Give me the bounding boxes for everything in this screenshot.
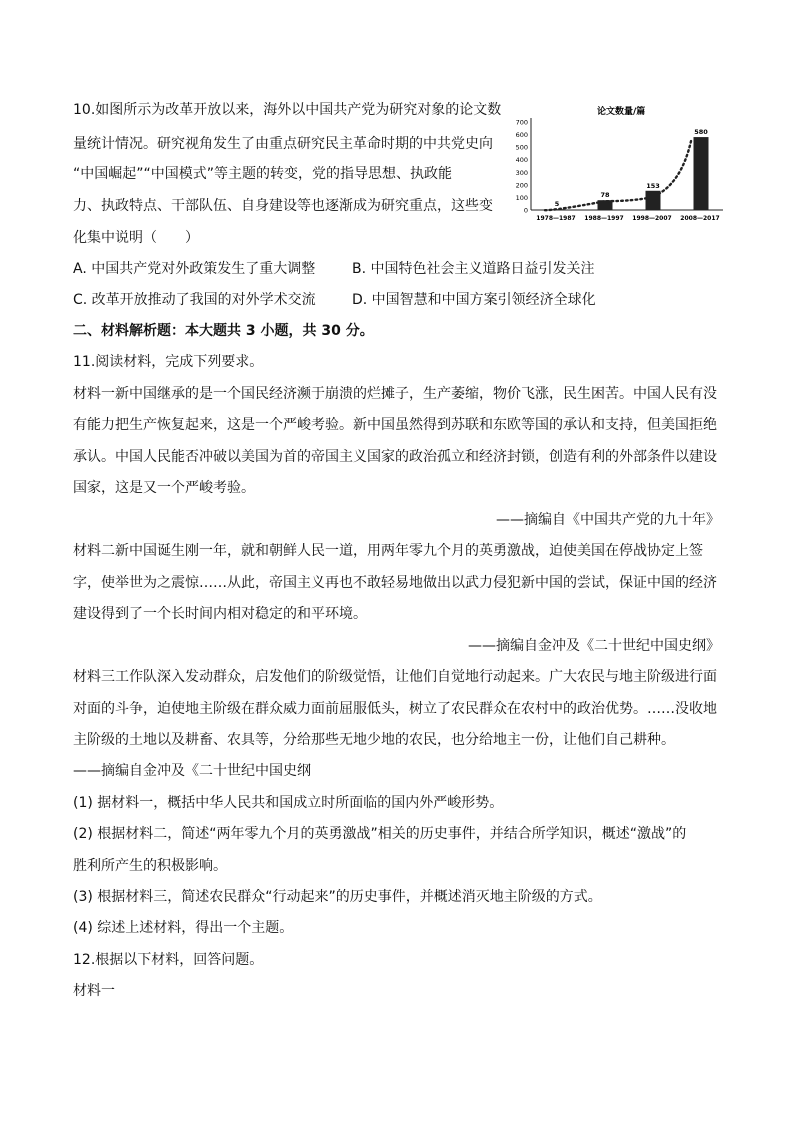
q11-question-4: (4) 综述上述材料，得出一个主题。 bbox=[73, 920, 294, 936]
q11-material2-line: 建设得到了一个长时间内相对稳定的和平环境。 bbox=[73, 606, 367, 622]
x-tick-label: 2008—2017 bbox=[680, 215, 720, 222]
y-tick-label: 0 bbox=[523, 206, 528, 215]
q11-question-3: (3) 根据材料三，简述农民群众“行动起来”的历史事件，并概述消灭地主阶级的方式。 bbox=[73, 889, 602, 905]
y-tick-label: 500 bbox=[515, 143, 528, 152]
q12-material1: 材料一 bbox=[73, 983, 115, 999]
y-tick-label: 600 bbox=[515, 131, 528, 140]
data-label: 5 bbox=[554, 200, 560, 209]
q11-question-2: (2) 根据材料二，简述“两年零九个月的英勇激战”相关的历史事件，并结合所学知识，概述“激战”的 bbox=[73, 826, 687, 842]
q11-intro: 11.阅读材料，完成下列要求。 bbox=[73, 354, 264, 370]
x-tick-label: 1978—1987 bbox=[536, 215, 576, 222]
q11-material3-line: 主阶级的土地以及耕畜、农具等，分给那些无地少地的农民，也分给地主一份，让他们自己耕种。 bbox=[73, 732, 675, 748]
q11-material2-line: 材料二新中国诞生刚一年，就和朝鲜人民一道，用两年零九个月的英勇激战，迫使美国在停战协定上签 bbox=[73, 543, 703, 559]
y-tick-label: 700 bbox=[515, 118, 528, 127]
bar bbox=[598, 200, 613, 210]
q10-option-b: B. 中国特色社会主义道路日益引发关注 bbox=[352, 261, 595, 277]
q10-line-5: 化集中说明（ ） bbox=[73, 230, 199, 246]
q11-source-1: ——摘编自《中国共产党的九十年》 bbox=[496, 512, 720, 528]
q10-option-c: C. 改革开放推动了我国的对外学术交流 bbox=[73, 292, 316, 308]
q11-question-1: (1) 据材料一，概括中华人民共和国成立时所面临的国内外严峻形势。 bbox=[73, 795, 504, 811]
data-label: 153 bbox=[646, 181, 660, 190]
paper-count-chart bbox=[505, 100, 727, 228]
q11-question-2-cont: 胜利所产生的积极影响。 bbox=[73, 858, 227, 874]
q11-material3-line: 材料三工作队深入发动群众，启发他们的阶级觉悟，让他们自觉地行动起来。广大农民与地主阶级进行面 bbox=[73, 669, 717, 685]
q11-material3-line: 对面的斗争，迫使地主阶级在群众威力面前屈服低头，树立了农民群众在农村中的政治优势。……没收地 bbox=[73, 701, 717, 717]
q10-line-1: 10.如图所示为改革开放以来，海外以中国共产党为研究对象的论文数 bbox=[73, 102, 502, 118]
x-tick-label: 1988—1997 bbox=[584, 215, 624, 222]
y-tick-label: 400 bbox=[515, 156, 528, 165]
q11-source-3: ——摘编自金冲及《二十世纪中国史纲 bbox=[73, 763, 311, 779]
section-2-heading: 二、材料解析题：本大题共 3 小题，共 30 分。 bbox=[73, 323, 374, 339]
q11-material1-line: 有能力把生产恢复起来，这是一个严峻考验。新中国虽然得到苏联和东欧等国的承认和支持，但美国拒绝 bbox=[73, 417, 717, 433]
q10-line-2: 量统计情况。研究视角发生了由重点研究民主革命时期的中共党史向 bbox=[73, 136, 493, 152]
data-label: 78 bbox=[600, 191, 610, 200]
y-tick-label: 100 bbox=[515, 193, 528, 202]
y-tick-label: 200 bbox=[515, 181, 528, 190]
q10-line-4: 力、执政特点、干部队伍、自身建设等也逐渐成为研究重点，这些变 bbox=[73, 198, 493, 214]
bar bbox=[694, 137, 709, 210]
q11-material1-line: 国家，这是又一个严峻考验。 bbox=[73, 480, 255, 496]
q10-option-d: D. 中国智慧和中国方案引领经济全球化 bbox=[352, 292, 596, 308]
x-tick-label: 1998—2007 bbox=[632, 215, 672, 222]
data-labels bbox=[555, 128, 709, 208]
q11-material1-line: 承认。中国人民能否冲破以美国为首的帝国主义国家的政治孤立和经济封锁，创造有利的外部条件以建设 bbox=[73, 449, 717, 465]
data-label: 580 bbox=[694, 128, 708, 137]
q12-intro: 12.根据以下材料，回答问题。 bbox=[73, 952, 264, 968]
chart-title: 论文数量/篇 bbox=[597, 107, 646, 117]
q11-material1-line: 材料一新中国继承的是一个国民经济濒于崩溃的烂摊子，生产萎缩，物价飞涨，民生困苦。中国人民有没 bbox=[73, 386, 717, 402]
q11-source-2: ——摘编自金冲及《二十世纪中国史纲》 bbox=[468, 638, 720, 654]
x-tick-labels bbox=[536, 215, 719, 222]
bars bbox=[550, 137, 709, 210]
y-tick-label: 300 bbox=[515, 168, 528, 177]
q10-line-3: “中国崛起”“中国模式”等主题的转变，党的指导思想、执政能 bbox=[73, 166, 453, 182]
trend-line bbox=[545, 141, 691, 210]
q10-option-a: A. 中国共产党对外政策发生了重大调整 bbox=[73, 261, 316, 277]
q11-material2-line: 字，使举世为之震惊……从此，帝国主义再也不敢轻易地做出以武力侵犯新中国的尝试，保证中国的经济 bbox=[73, 575, 717, 591]
y-axis bbox=[516, 118, 723, 215]
